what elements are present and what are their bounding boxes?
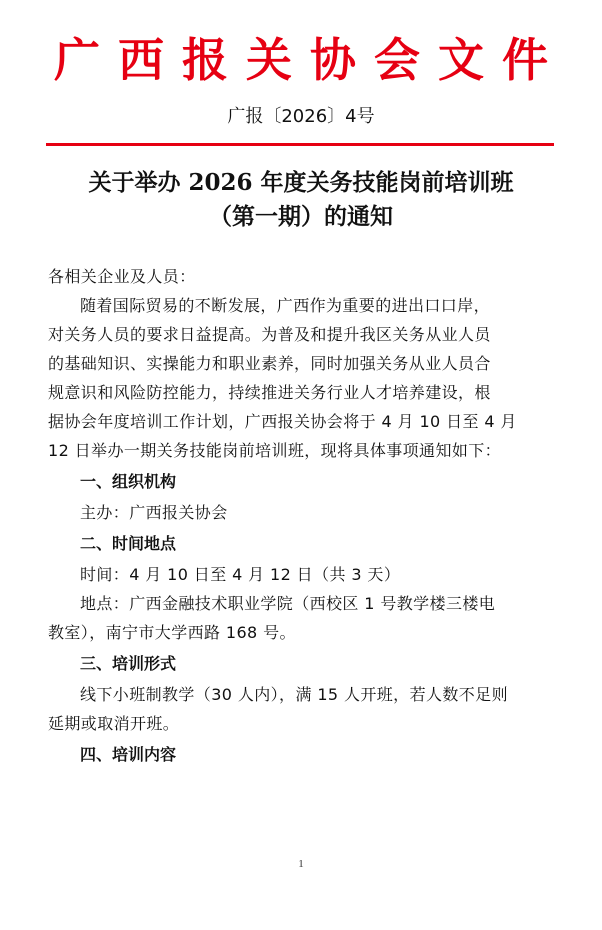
- time-line: 时间：4 月 10 日至 4 月 12 日（共 3 天）: [80, 565, 401, 584]
- place-line: 地点：广西金融技术职业学院（西校区 1 号教学楼三楼电: [80, 594, 496, 613]
- paragraph-line: 规意识和风险防控能力，持续推进关务行业人才培养建设，根: [48, 383, 491, 402]
- place-line-continued: 教室），南宁市大学西路 168 号。: [48, 623, 296, 642]
- page-number: 1: [298, 858, 304, 870]
- masthead-title: 广西报关协会文件: [54, 33, 566, 87]
- format-line-continued: 延期或取消开班。: [48, 714, 180, 733]
- paragraph-line: 的基础知识、实操能力和职业素养，同时加强关务从业人员合: [48, 354, 491, 373]
- paragraph-line: 对关务人员的要求日益提高。为普及和提升我区关务从业人员: [48, 325, 491, 344]
- format-line: 线下小班制教学（30 人内），满 15 人开班，若人数不足则: [80, 685, 508, 704]
- document-number: 广报〔2026〕4号: [227, 106, 375, 127]
- document-title-line-1: 关于举办 2026 年度关务技能岗前培训班: [88, 169, 514, 196]
- paragraph-line: 随着国际贸易的不断发展，广西作为重要的进出口口岸，: [80, 296, 491, 315]
- section-heading-organization: 一、组织机构: [80, 472, 177, 491]
- paragraph-line: 12 日举办一期关务技能岗前培训班，现将具体事项通知如下：: [48, 441, 502, 460]
- section-heading-training-content: 四、培训内容: [80, 745, 177, 764]
- salutation: 各相关企业及人员：: [48, 267, 196, 286]
- red-divider-line: [46, 143, 554, 146]
- section-heading-time-place: 二、时间地点: [80, 534, 177, 553]
- section-heading-training-format: 三、培训形式: [80, 654, 177, 673]
- paragraph-line: 据协会年度培训工作计划，广西报关协会将于 4 月 10 日至 4 月: [48, 412, 517, 431]
- document-body: [48, 262, 554, 771]
- document-title-line-2: （第一期）的通知: [209, 203, 393, 230]
- organizer-line: 主办：广西报关协会: [80, 503, 228, 522]
- document-title: [0, 166, 602, 234]
- intro-paragraph: [48, 291, 554, 465]
